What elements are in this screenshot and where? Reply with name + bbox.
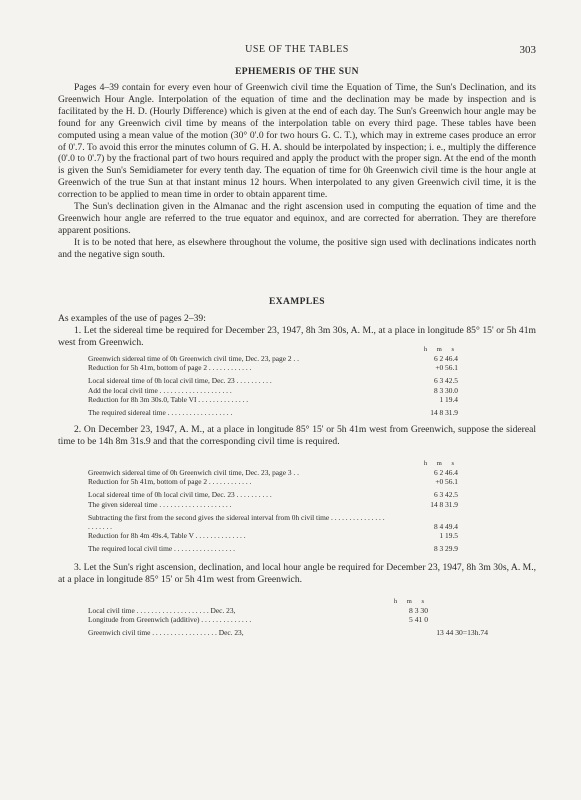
- example-3-statement: 3. Let the Sun's right ascension, declination, and local hour angle be required for December 23, 1947, 8h 3m 30s, A. M., at a place in longitude 85° 15' or 5h 41m west from Greenwich.: [58, 562, 536, 585]
- table-row: Reduction for 5h 41m, bottom of page 2 . . . . . . . . . . . . +0 56.1: [88, 363, 458, 373]
- example-3-text: [58, 562, 536, 586]
- page-number: 303: [519, 44, 536, 56]
- running-head-title: USE OF THE TABLES: [245, 44, 349, 55]
- example-2-statement: 2. On December 23, 1947, A. M., at a place in longitude 85° 15' or 5h 41m west from Greenwich, suppose the sidereal time to be 14h 8m 31s.9 and that the corresponding civil time is required.: [58, 424, 536, 447]
- example-2-table: [88, 460, 458, 553]
- section-title: EPHEMERIS OF THE SUN: [235, 67, 359, 77]
- table-row-result: The required sidereal time . . . . . . . . . . . . . . . . . . 14 8 31.9: [88, 407, 458, 417]
- units-header: h m s: [423, 346, 458, 353]
- paragraph-1: Pages 4–39 contain for every even hour of Greenwich civil time the Equation of Time, the Sun's Declination, and its Greenwich Hour Angle. Interpolation of the equation of time and the declination may be made by inspection and is facilitated by the H. D. (Hourly Difference) which is given at the end of each day. The Sun's Greenwich hour angle may be found for any Greenwich civil time by means of the interpolation table on every third page. These tables have been computed using a mean value of the motion (30° 0'.0 for two hours G. C. T.), which may in extreme cases produce an error of 0'.7. To avoid this error the minutes column of G. H. A. should be interpolated by inspection; i. e., multiply the difference (0'.0 to 0'.7) by the fractional part of two hours required and apply the product with the proper sign. At the end of the month is given the Sun's Semidiameter for every tenth day. The equation of time for 0h Greenwich civil time is the hour angle at Greenwich of the true Sun at that instant minus 12 hours. When interpolated to any given Greenwich civil time, it is the correction to be applied to mean time in order to obtain apparent time.: [58, 82, 536, 201]
- examples-title: EXAMPLES: [269, 297, 325, 307]
- table-row-result: The required local civil time . . . . . . . . . . . . . . . . . 8 3 29.9: [88, 543, 458, 553]
- running-head: [58, 44, 536, 58]
- table-row: Subtracting the first from the second gives the sidereal interval from 0h civil time . . . . . . . . . . . . . . . . . . . . . . 8 4 49.4: [88, 512, 458, 531]
- table-row: Local civil time . . . . . . . . . . . . . . . . . . . . Dec. 23, 8 3 30: [88, 606, 428, 615]
- table-row: Reduction for 5h 41m, bottom of page 2 . . . . . . . . . . . . +0 56.1: [88, 477, 458, 487]
- example-1-statement: 1. Let the sidereal time be required for December 23, 1947, 8h 3m 30s, A. M., at a place in longitude 85° 15' or 5h 41m west from Greenwich.: [58, 324, 536, 348]
- table-row: Greenwich sidereal time of 0h Greenwich civil time, Dec. 23, page 3 . . 6 2 46.4: [88, 468, 458, 477]
- table-row: Local sidereal time of 0h local civil time, Dec. 23 . . . . . . . . . . 6 3 42.5: [88, 376, 458, 386]
- example-2-text: [58, 424, 536, 448]
- example-1-text: [58, 313, 536, 349]
- units-header: h m s: [393, 598, 428, 605]
- units-header: h m s: [423, 460, 458, 467]
- table-row: Longitude from Greenwich (additive) . . . . . . . . . . . . . . 5 41 0: [88, 615, 428, 625]
- table-row-result: Greenwich civil time . . . . . . . . . . . . . . . . . . Dec. 23, 13 44 30=13h.74: [88, 628, 488, 638]
- table-row: Reduction for 8h 4m 49s.4, Table V . . . . . . . . . . . . . . 1 19.5: [88, 530, 458, 540]
- table-row: Reduction for 8h 3m 30s.0, Table VI . . . . . . . . . . . . . . 1 19.4: [88, 394, 458, 404]
- example-3-table: [88, 598, 488, 638]
- table-row: Greenwich sidereal time of 0h Greenwich civil time, Dec. 23, page 2 . . 6 2 46.4: [88, 354, 458, 363]
- section-title-block: [58, 67, 536, 77]
- table-row: Local sidereal time of 0h local civil time, Dec. 23 . . . . . . . . . . 6 3 42.5: [88, 490, 458, 500]
- paragraph-2: The Sun's declination given in the Almanac and the right ascension used in computing the equation of time and the Greenwich hour angle are referred to the true equator and equinox, and are corrected for aberration. They are therefore apparent positions.: [58, 201, 536, 236]
- table-row: Add the local civil time . . . . . . . . . . . . . . . . . . . . 8 3 30.0: [88, 385, 458, 395]
- intro-text: [58, 82, 536, 261]
- examples-intro: As examples of the use of pages 2–39:: [58, 313, 206, 324]
- paragraph-3: It is to be noted that here, as elsewhere throughout the volume, the positive sign used with declinations indicates north and the negative sign south.: [58, 236, 536, 260]
- example-1-table: [88, 346, 458, 417]
- table-row: The given sidereal time . . . . . . . . . . . . . . . . . . . . 14 8 31.9: [88, 499, 458, 509]
- examples-title-block: [58, 297, 536, 307]
